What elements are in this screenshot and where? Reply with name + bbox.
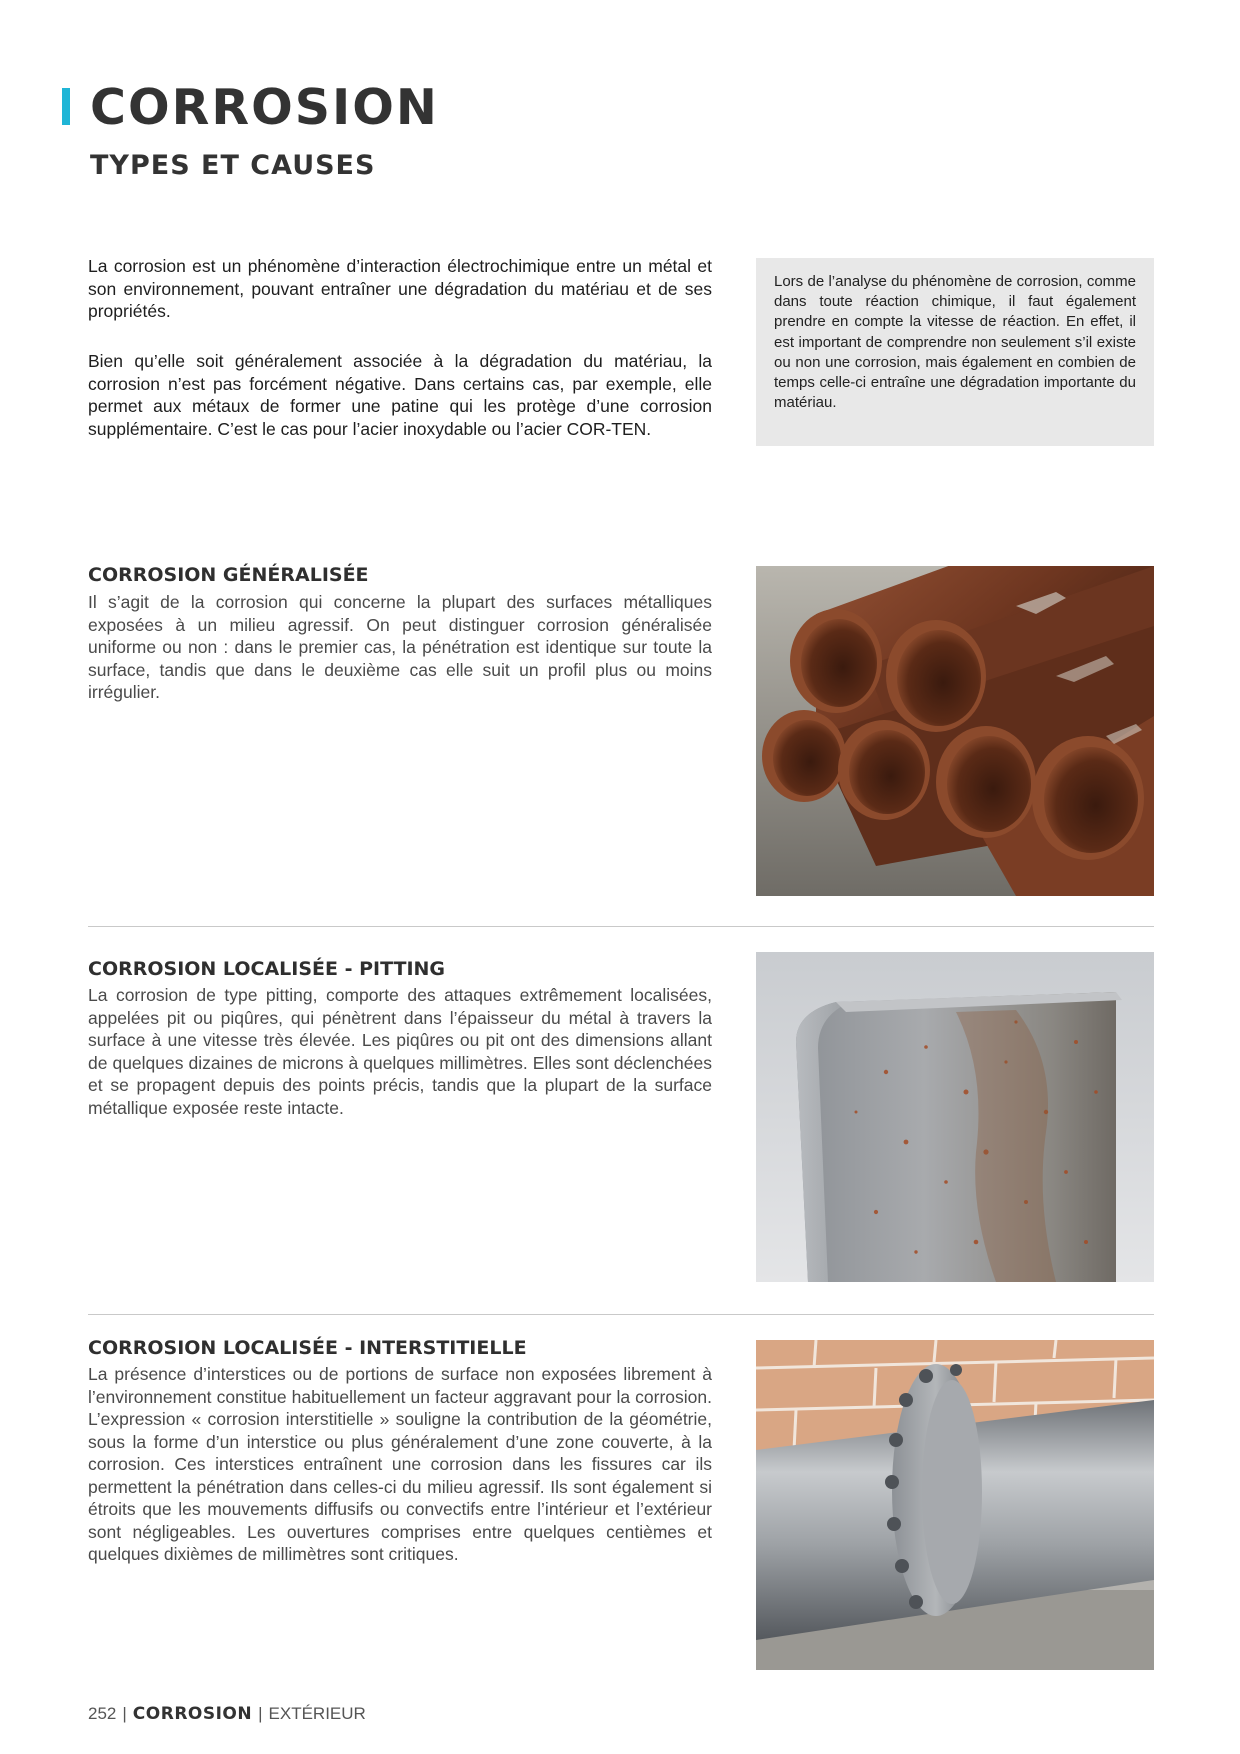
- footer-category: EXTÉRIEUR: [268, 1704, 366, 1723]
- intro-paragraph-2: Bien qu’elle soit généralement associée à la dégradation du matériau, la corrosion n’est pas forcément négative. Dans certains cas, par exemple, elle permet aux métaux de former une patine qui les protège d’une corrosion supplémentaire. C’est le cas pour l’acier inoxydable ou l’acier COR-TEN.: [88, 351, 712, 439]
- section-title-crevice: CORROSION LOCALISÉE - INTERSTITIELLE: [88, 1337, 527, 1359]
- page-subtitle: TYPES ET CAUSES: [90, 150, 376, 181]
- info-note-text: Lors de l’analyse du phénomène de corrosion, comme dans toute réaction chimique, il faut également prendre en compte la vitesse de réaction. En effet, il est important de comprendre non seulement s’il existe ou non une corrosion, mais également en combien de temps celle-ci entraîne une dégradation importante du matériau.: [774, 273, 1136, 412]
- intro-paragraph-1: La corrosion est un phénomène d’interaction électrochimique entre un métal et son environnement, pouvant entraîner une dégradation du matériau et de ses propriétés.: [88, 256, 712, 321]
- section-body-crevice: La présence d’interstices ou de portions de surface non exposées librement à l’environnement constitue habituellement un facteur aggravant pour la corrosion. L’expression « corrosion interstitielle » souligne la contribution de la géométrie, sous la forme d’un interstice ou plus généralement d’une zone couverte, à la corrosion. Ces interstices entraînent une corrosion dans les fissures car ils permettent la pénétration dans celles-ci du milieu agressif. Ils sont également si étroits que les mouvements diffusifs ou convectifs entre l’intérieur et l’extérieur sont négligeables. Les ouvertures comprises entre quelques centièmes et quelques dixièmes de millimètres sont critiques.: [88, 1364, 712, 1564]
- section-title-generalized: CORROSION GÉNÉRALISÉE: [88, 564, 369, 586]
- footer-separator-1: |: [122, 1704, 127, 1723]
- pitted-steel-photo: [756, 952, 1154, 1282]
- rusty-pipes-photo: [756, 566, 1154, 896]
- footer-section: CORROSION: [132, 1704, 253, 1724]
- section-divider-1: [88, 926, 1154, 927]
- section-body-generalized: Il s’agit de la corrosion qui concerne la plupart des surfaces métalliques exposées à un milieu agressif. On peut distinguer corrosion généralisée uniforme ou non : dans le premier cas, la pénétration est identique sur toute la surface, tandis que dans le deuxième cas elle suit un profil plus ou moins irrégulier.: [88, 592, 712, 702]
- section-body-pitting: La corrosion de type pitting, comporte des attaques extrêmement localisées, appelées pit ou piqûres, qui pénètrent dans l’épaisseur du métal à travers la surface à une vitesse très élevée. Les piqûres ou pit ont des dimensions allant de quelques dizaines de microns à quelques millimètres. Elles sont déclenchées et se propagent depuis des points précis, tandis que la plupart de la surface métallique exposée reste intacte.: [88, 985, 712, 1118]
- info-note-box: [756, 258, 1154, 446]
- section-divider-2: [88, 1314, 1154, 1315]
- flanged-pipe-photo: [756, 1340, 1154, 1670]
- page-number: 252: [88, 1704, 117, 1723]
- page-title: CORROSION: [90, 79, 439, 136]
- page-footer: [88, 1703, 366, 1725]
- footer-separator-2: |: [258, 1704, 263, 1723]
- title-accent-bar: [62, 88, 70, 125]
- section-title-pitting: CORROSION LOCALISÉE - PITTING: [88, 958, 446, 980]
